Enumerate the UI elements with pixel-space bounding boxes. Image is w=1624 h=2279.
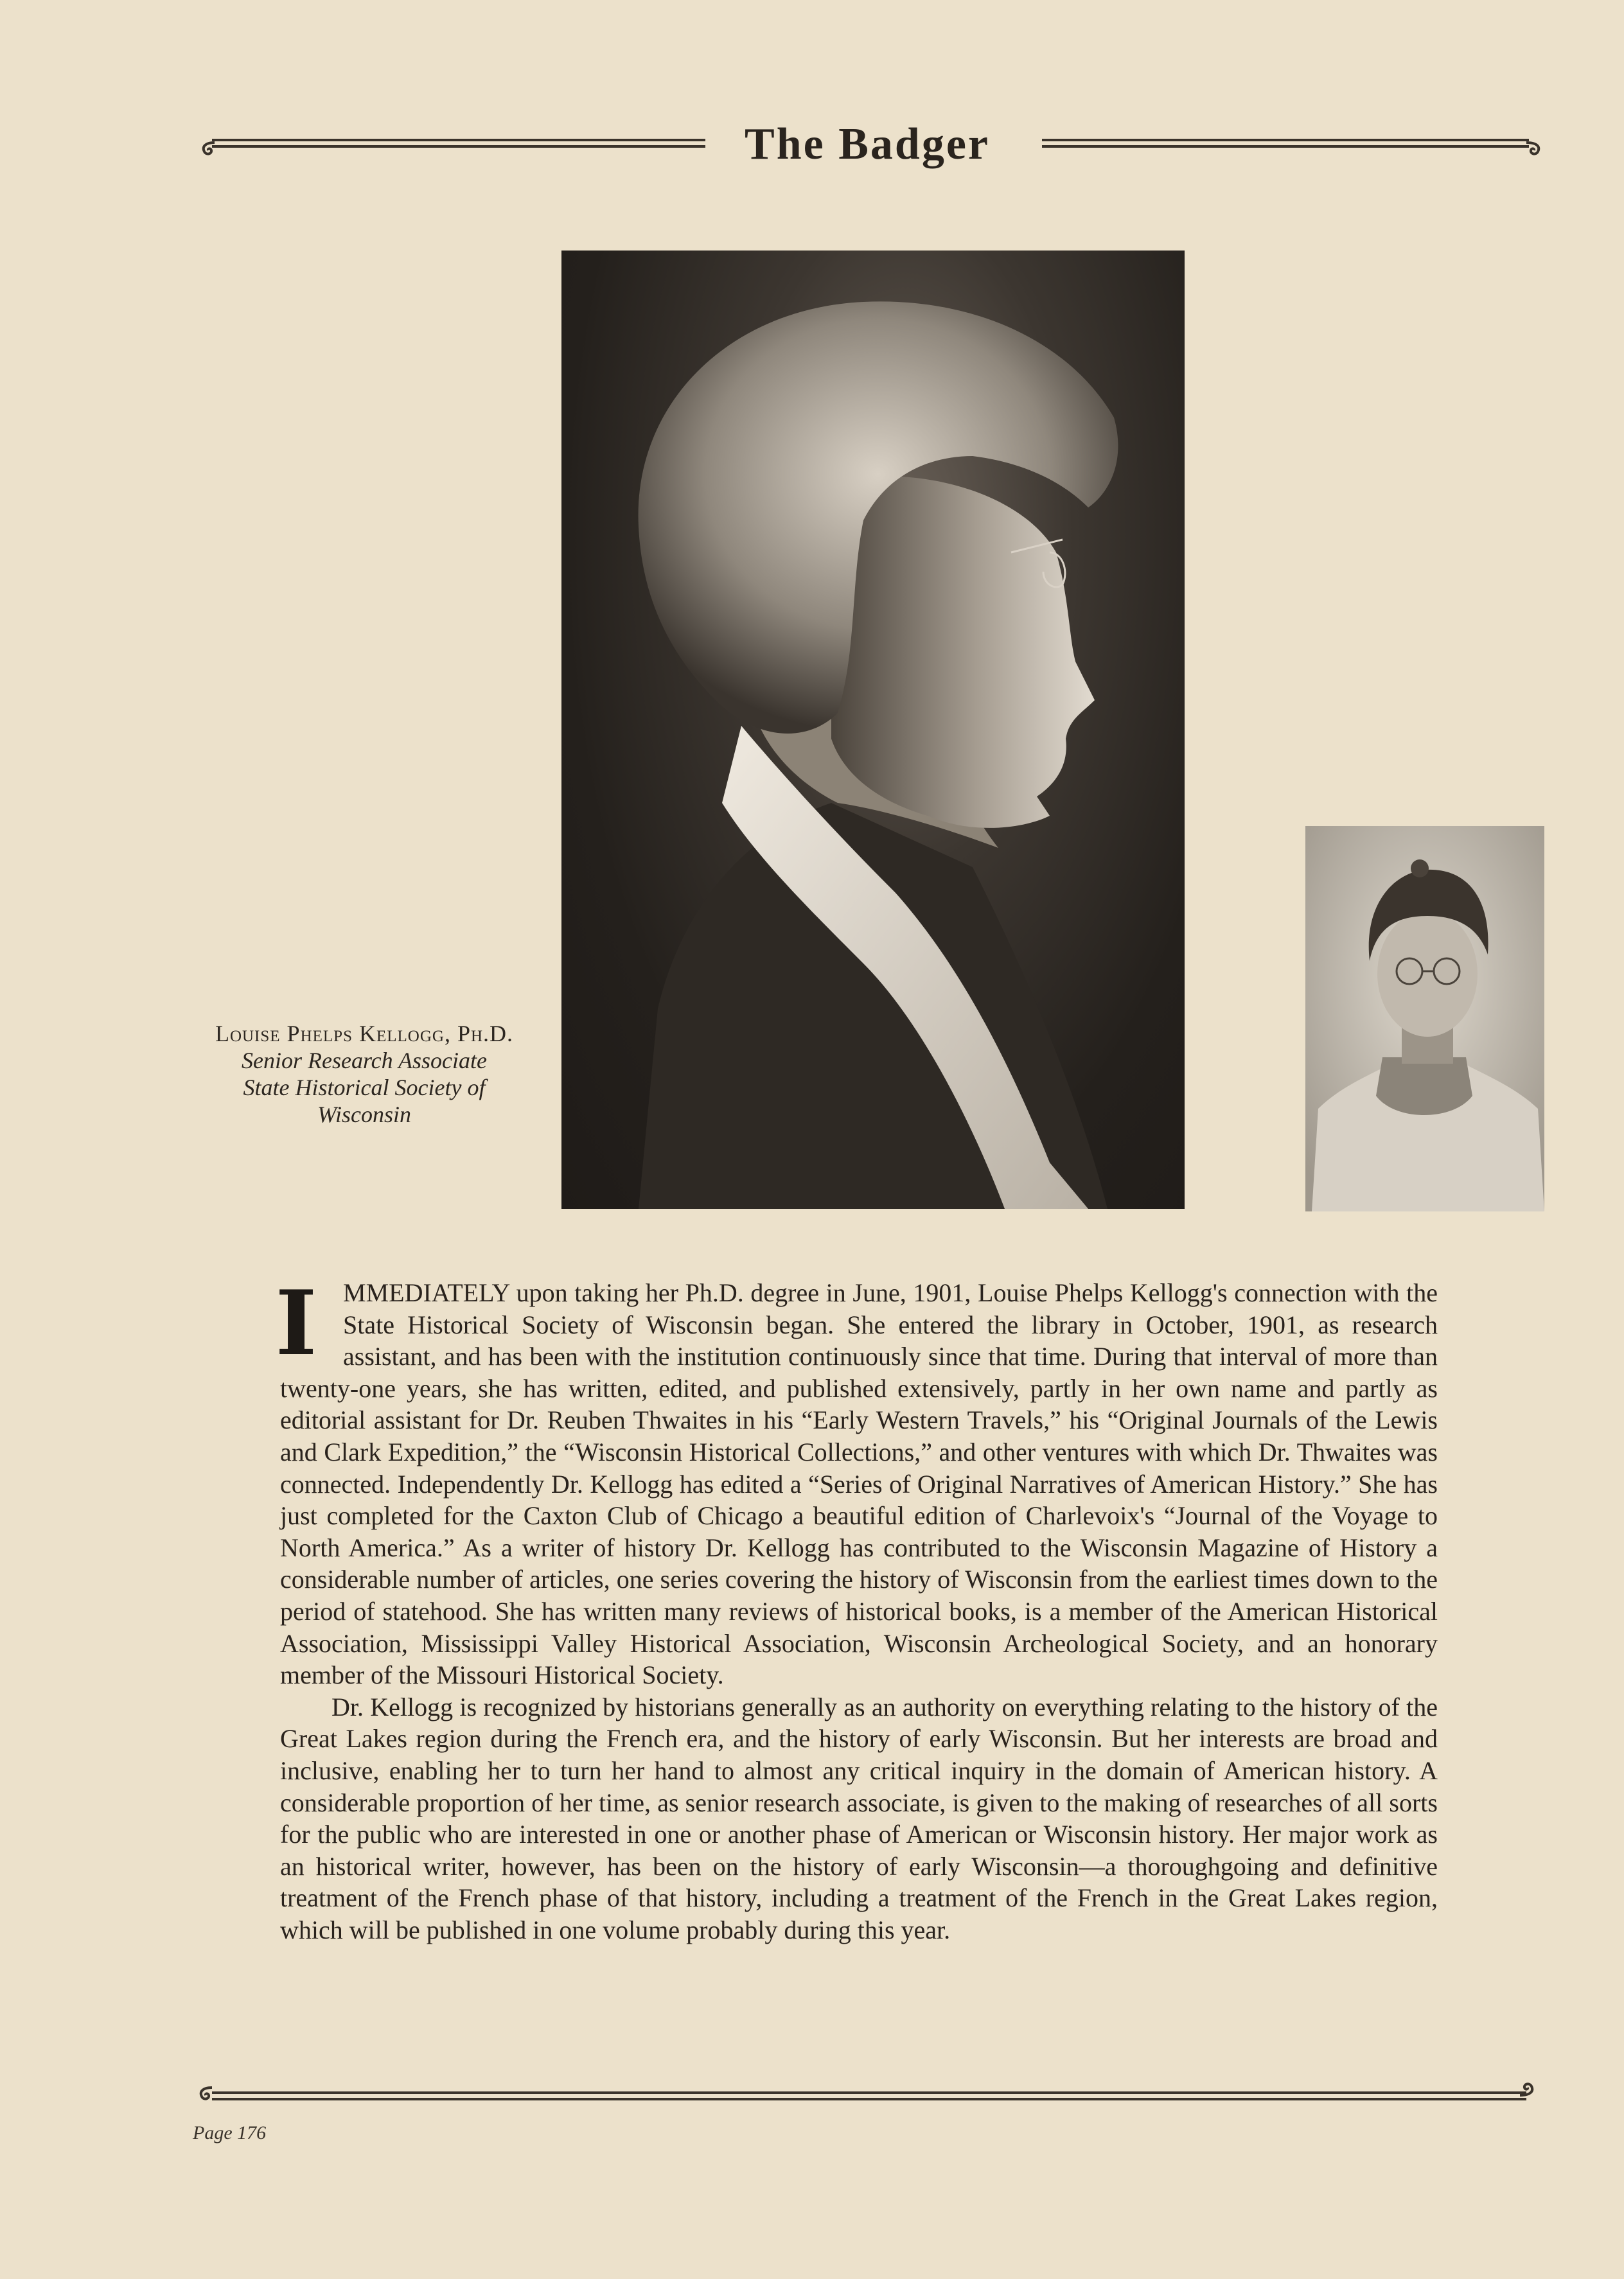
page-number: Page 176 bbox=[193, 2122, 267, 2143]
caption-institution-cont: Wisconsin bbox=[317, 1102, 411, 1127]
portrait-profile-image bbox=[561, 251, 1185, 1209]
caption-title: Senior Research Associate bbox=[242, 1048, 487, 1073]
header-rule-right bbox=[1042, 139, 1529, 148]
scroll-ornament-icon bbox=[1524, 140, 1543, 159]
caption-institution: State Historical Society of bbox=[243, 1075, 486, 1100]
portrait-photo-small bbox=[1305, 826, 1544, 1211]
paragraph-1-text: MMEDIATELY upon taking her Ph.D. degree in June, 1901, Louise Phelps Kellogg's connection with the State Historical Society of Wisconsin began. She entered the library in October, 1901, as research assistant, and has been with the institution continuously since that time. During that interval of more than twenty-one years, she has written, edited, and published extensively, partly in her own name and partly as editorial assistant for Dr. Reuben Thwaites in his “Early Western Travels,” his “Original Journals of the Lewis and Clark Expedition,” the “Wisconsin Historical Collections,” and other ventures with which Dr. Thwaites was connected. Independently Dr. Kellogg has edited a “Series of Original Narratives of American History.” She has just completed for the Caxton Club of Chicago a beautiful edition of Charlevoix's “Journal of the Voyage to North America.” As a writer of history Dr. Kellogg has contributed to the Wisconsin Magazine of History a considerable number of articles, one series covering the history of Wisconsin from the earliest times down to the period of statehood. She has written many reviews of historical books, is a member of the American Historical Association, Mississippi Valley Historical Association, Wisconsin Archeological Society, and an honorary member of the Missouri Historical Society. bbox=[280, 1278, 1438, 1690]
article-paragraph-2: Dr. Kellogg is recognized by historians generally as an authority on everything relating to the history of the Great Lakes region during the French era, and the history of early Wisconsin. But her interests are broad and inclusive, enabling her to turn her hand to almost any critical inquiry in the domain of American history. A considerable proportion of her time, as senior research associate, is given to the making of researches of all sorts for the public who are interested in one or another phase of American or Wisconsin history. Her major work as an historical writer, however, has been on the history of early Wisconsin—a thoroughgoing and definitive treatment of the French phase of that history, including a treatment of the French in the Great Lakes region, which will be published in one volume probably during this year. bbox=[280, 1692, 1438, 1944]
scroll-ornament-icon bbox=[197, 2085, 216, 2104]
portrait-caption bbox=[188, 1020, 541, 1128]
portrait-photo-main bbox=[561, 251, 1185, 1209]
caption-name: Louise Phelps Kellogg, Ph.D. bbox=[215, 1021, 514, 1046]
running-head-title: The Badger bbox=[745, 119, 990, 169]
young-portrait-image bbox=[1305, 826, 1544, 1211]
footer-rule bbox=[212, 2091, 1526, 2100]
article-paragraph bbox=[275, 1271, 1438, 1691]
scroll-ornament-icon bbox=[1517, 2080, 1537, 2099]
header-rule-left bbox=[212, 139, 705, 148]
drop-cap-initial: I bbox=[275, 1271, 317, 1375]
scroll-ornament-icon bbox=[199, 140, 218, 159]
article-body bbox=[275, 1271, 1438, 1946]
